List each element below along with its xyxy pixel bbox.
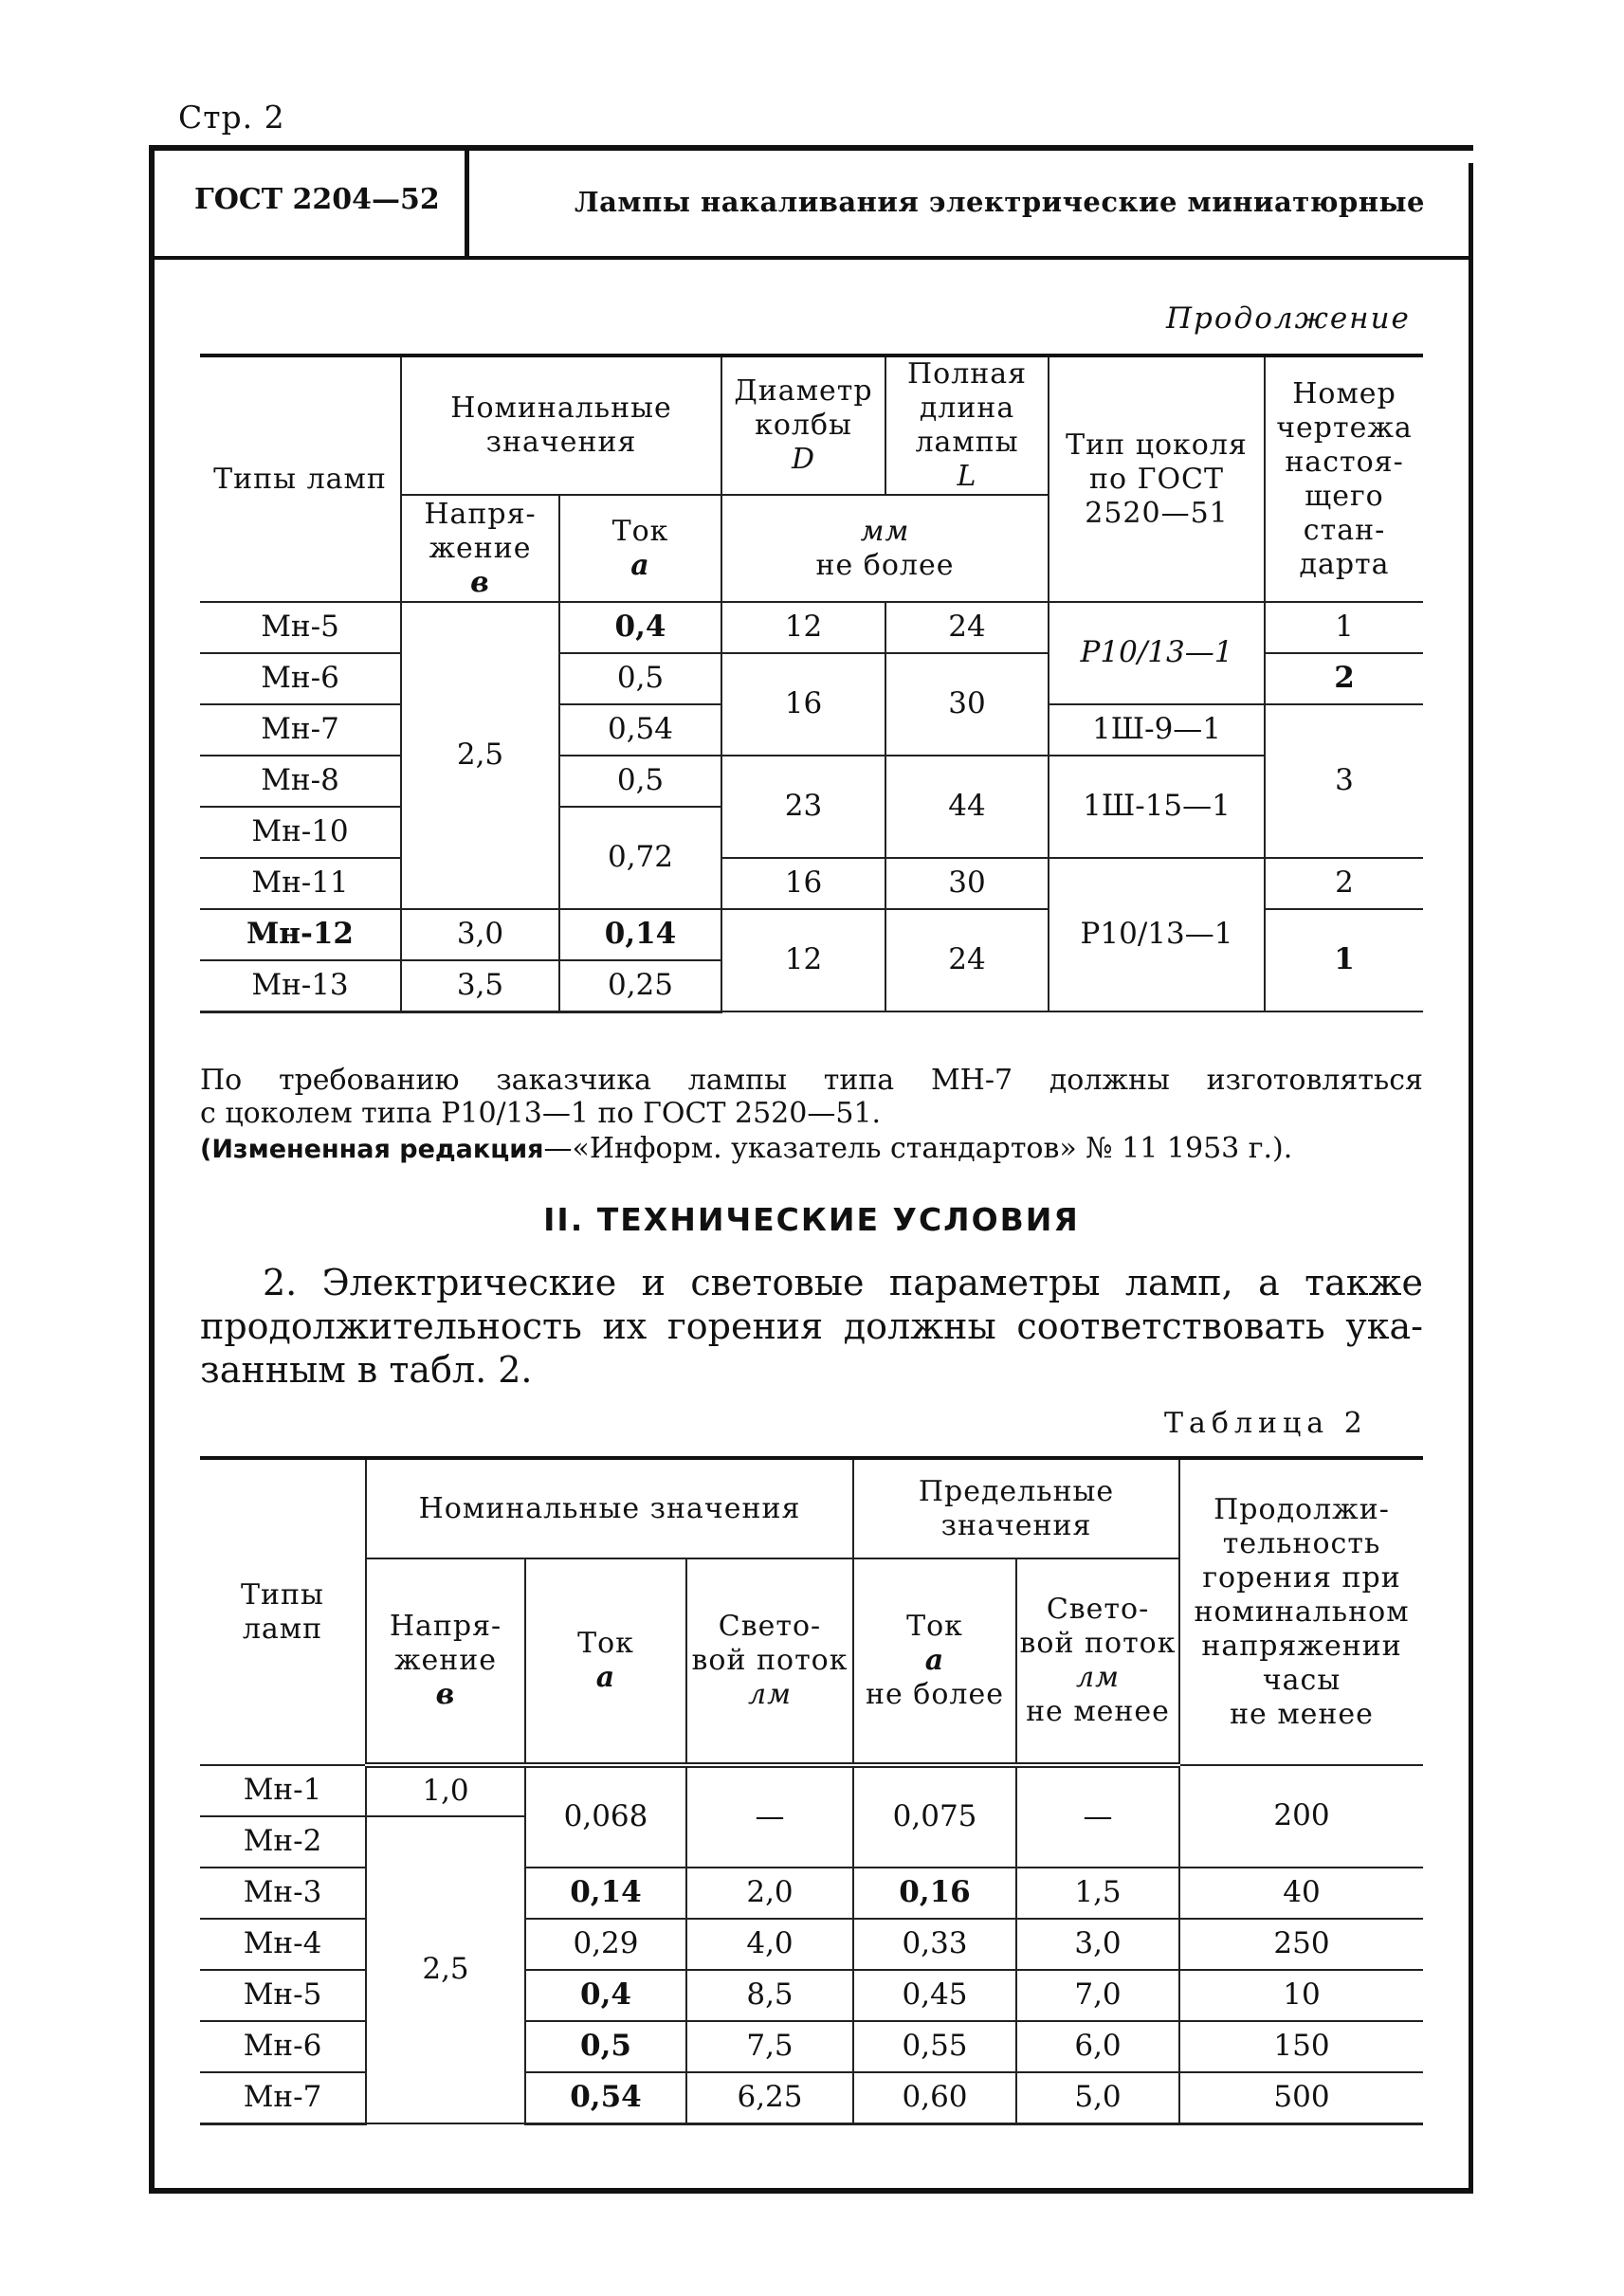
- table-cell-voltage: 3,0: [401, 909, 559, 960]
- header-divider: [465, 151, 469, 257]
- table-cell-type: Мн-10: [200, 807, 401, 858]
- voltage-unit: в: [435, 1678, 456, 1711]
- table-cell-diameter: 12: [721, 909, 885, 1011]
- frame-top-rule: [149, 145, 1473, 151]
- voltage-label: Напря- жение: [389, 1610, 502, 1677]
- table-cell-drawing: 2: [1265, 653, 1423, 704]
- table-cell-type: Мн-6: [200, 653, 401, 704]
- current-label: Ток: [577, 1627, 634, 1660]
- table-cell-current: 0,54: [559, 704, 721, 756]
- standard-title: Лампы накаливания электрические миниатюрные: [575, 186, 1425, 218]
- table-cell-current: 0,29: [525, 1919, 686, 1970]
- frame-left-rule: [149, 149, 155, 2192]
- table-cell-type: Мн-2: [200, 1816, 366, 1868]
- paragraph-line-2: продолжительность их горения должны соответствовать ука-: [200, 1305, 1423, 1347]
- table-cell-limit-current: 0,075: [853, 1765, 1016, 1868]
- col-diameter-header: [721, 355, 885, 495]
- footnote-line-1: По требованию заказчика лампы типа МН-7 должны изготовляться: [200, 1064, 1423, 1097]
- table-cell-flux: 2,0: [686, 1868, 853, 1919]
- table-cell-duration: 200: [1179, 1765, 1423, 1868]
- col-types-header: Типы ламп: [200, 355, 401, 602]
- table-cell-limit-flux: 7,0: [1016, 1970, 1179, 2021]
- table-cell-voltage: 1,0: [366, 1765, 525, 1816]
- col-drawing-header: Номер чертежа настоя- щего стан- дарта: [1265, 355, 1423, 602]
- table-cell-voltage: 2,5: [401, 602, 559, 909]
- table-cell-diameter: 23: [721, 756, 885, 858]
- limit-current-note: не более: [866, 1678, 1004, 1711]
- table-cell-type: Мн-4: [200, 1919, 366, 1970]
- lamp-dimensions-table: [200, 354, 1423, 1013]
- paragraph-line-3: занным в табл. 2.: [200, 1349, 533, 1391]
- table-cell-duration: 250: [1179, 1919, 1423, 1970]
- col-length-header: [885, 355, 1049, 495]
- frame-bottom-rule: [149, 2188, 1473, 2194]
- table-cell-base: 1Ш-9—1: [1049, 704, 1265, 756]
- table-cell-voltage: 2,5: [366, 1816, 525, 2123]
- length-label: Полная длина лампы: [906, 357, 1028, 459]
- table-cell-limit-flux: 1,5: [1016, 1868, 1179, 1919]
- table-cell-type: Мн-13: [200, 960, 401, 1011]
- col-limit-flux-header: [1016, 1558, 1179, 1765]
- limit-flux-unit: лм: [1076, 1661, 1120, 1694]
- table-cell-duration: 40: [1179, 1868, 1423, 1919]
- edition-label: (Измененная редакция: [200, 1135, 544, 1164]
- col-limit-header: Предельные значения: [853, 1458, 1179, 1558]
- table-cell-flux: 7,5: [686, 2021, 853, 2072]
- table-cell-current: 0,4: [559, 602, 721, 653]
- standard-code: ГОСТ 2204—52: [194, 183, 440, 216]
- col-base-header: Тип цоколя по ГОСТ 2520—51: [1049, 355, 1265, 602]
- table-cell-base: Р10/13—1: [1049, 602, 1265, 704]
- length-symbol: L: [957, 460, 977, 493]
- col-limit-current-header: [853, 1558, 1016, 1765]
- col-flux-header: [686, 1558, 853, 1765]
- duration-unit: часы: [1262, 1663, 1341, 1697]
- table-cell-current: 0,14: [525, 1868, 686, 1919]
- col-current-header: [559, 495, 721, 602]
- current-unit: а: [595, 1661, 616, 1694]
- table-cell-type: Мн-8: [200, 756, 401, 807]
- current-unit: а: [630, 548, 650, 582]
- table-cell-type: Мн-3: [200, 1868, 366, 1919]
- duration-note: не менее: [1230, 1697, 1374, 1731]
- table-cell-type: Мн-6: [200, 2021, 366, 2072]
- table-cell-type: Мн-11: [200, 858, 401, 909]
- table-cell-flux: 6,25: [686, 2072, 853, 2123]
- table-cell-length: 44: [885, 756, 1049, 858]
- table-cell-drawing: 1: [1265, 602, 1423, 653]
- table-cell-current: 0,4: [525, 1970, 686, 2021]
- edition-source: —«Информ. указатель стандартов» № 11 1953 г.).: [543, 1132, 1293, 1165]
- table-cell-type: Мн-12: [200, 909, 401, 960]
- table-cell-flux: 4,0: [686, 1919, 853, 1970]
- limit-current-unit: а: [924, 1644, 945, 1677]
- table-2-label: Таблица 2: [1164, 1407, 1368, 1440]
- diameter-label: Диаметр колбы: [734, 374, 873, 442]
- table-cell-length: 24: [885, 909, 1049, 1011]
- table-cell-diameter: 16: [721, 858, 885, 909]
- table-cell-type: Мн-5: [200, 602, 401, 653]
- voltage-unit: в: [470, 565, 490, 599]
- table-cell-flux: —: [686, 1765, 853, 1868]
- table-cell-flux: 8,5: [686, 1970, 853, 2021]
- limit-flux-note: не менее: [1026, 1695, 1170, 1728]
- table-cell-limit-flux: 6,0: [1016, 2021, 1179, 2072]
- table-cell-current: 0,72: [559, 807, 721, 909]
- table-cell-current: 0,5: [559, 653, 721, 704]
- limit-current-label: Ток: [906, 1610, 963, 1643]
- clause-2-paragraph: [200, 1261, 1423, 1392]
- table-cell-duration: 10: [1179, 1970, 1423, 2021]
- lamp-parameters-table: [200, 1456, 1423, 2125]
- table-cell-current: 0,14: [559, 909, 721, 960]
- col-nominal-header: Номинальные значения: [366, 1458, 853, 1558]
- col-mm-header: [721, 495, 1049, 602]
- table-cell-limit-current: 0,33: [853, 1919, 1016, 1970]
- table-cell-type: Мн-1: [200, 1765, 366, 1816]
- frame-right-rule: [1469, 163, 1473, 2192]
- table-cell-limit-current: 0,45: [853, 1970, 1016, 2021]
- table-cell-current: 0,068: [525, 1765, 686, 1868]
- table-cell-duration: 150: [1179, 2021, 1423, 2072]
- table-cell-base: 1Ш-15—1: [1049, 756, 1265, 858]
- table-cell-duration: 500: [1179, 2072, 1423, 2123]
- table-footnote: [200, 1064, 1423, 1166]
- mm-unit: мм: [860, 514, 910, 548]
- table-cell-limit-current: 0,16: [853, 1868, 1016, 1919]
- table-cell-limit-flux: 5,0: [1016, 2072, 1179, 2123]
- table-cell-limit-current: 0,60: [853, 2072, 1016, 2123]
- flux-label: Свето- вой поток: [691, 1610, 848, 1677]
- paragraph-line-1: 2. Электрические и световые параметры ламп, а также: [263, 1262, 1423, 1303]
- limit-flux-label: Свето- вой поток: [1019, 1593, 1177, 1660]
- page-number: Стр. 2: [178, 99, 285, 136]
- table-cell-voltage: 3,5: [401, 960, 559, 1011]
- col-voltage-header: [401, 495, 559, 602]
- table-cell-drawing: 2: [1265, 858, 1423, 909]
- table-cell-limit-current: 0,55: [853, 2021, 1016, 2072]
- table-cell-diameter: 16: [721, 653, 885, 756]
- table-cell-length: 30: [885, 653, 1049, 756]
- header-bottom-rule: [155, 256, 1469, 260]
- table-cell-type: Мн-7: [200, 2072, 366, 2123]
- table-cell-drawing: 1: [1265, 909, 1423, 1011]
- table-cell-type: Мн-7: [200, 704, 401, 756]
- footnote-line-2: с цоколем типа Р10/13—1 по ГОСТ 2520—51.: [200, 1097, 882, 1130]
- section-title: II. ТЕХНИЧЕСКИЕ УСЛОВИЯ: [543, 1201, 1080, 1238]
- table-cell-limit-flux: —: [1016, 1765, 1179, 1868]
- table-cell-current: 0,5: [525, 2021, 686, 2072]
- col-duration-header: [1179, 1458, 1423, 1765]
- edition-note: [200, 1132, 1423, 1166]
- table-cell-drawing: 3: [1265, 704, 1423, 858]
- table-cell-limit-flux: 3,0: [1016, 1919, 1179, 1970]
- table-cell-current: 0,5: [559, 756, 721, 807]
- col-voltage-header: [366, 1558, 525, 1765]
- voltage-label: Напря- жение: [424, 497, 537, 565]
- table-cell-length: 24: [885, 602, 1049, 653]
- table-cell-current: 0,25: [559, 960, 721, 1011]
- mm-not-more: не более: [815, 548, 955, 582]
- table-cell-diameter: 12: [721, 602, 885, 653]
- current-label: Ток: [611, 514, 669, 548]
- duration-label: Продолжи- тельность горения при номинальном напряжении: [1194, 1492, 1410, 1663]
- table-cell-type: Мн-5: [200, 1970, 366, 2021]
- col-nominal-header: Номинальные значения: [401, 355, 721, 495]
- diameter-symbol: D: [791, 443, 816, 476]
- table-cell-current: 0,54: [525, 2072, 686, 2123]
- col-current-header: [525, 1558, 686, 1765]
- table-cell-length: 30: [885, 858, 1049, 909]
- col-types-header: Типы ламп: [200, 1458, 366, 1765]
- continuation-label: Продолжение: [1166, 301, 1411, 336]
- table-cell-base: Р10/13—1: [1049, 858, 1265, 1011]
- flux-unit: лм: [748, 1678, 792, 1711]
